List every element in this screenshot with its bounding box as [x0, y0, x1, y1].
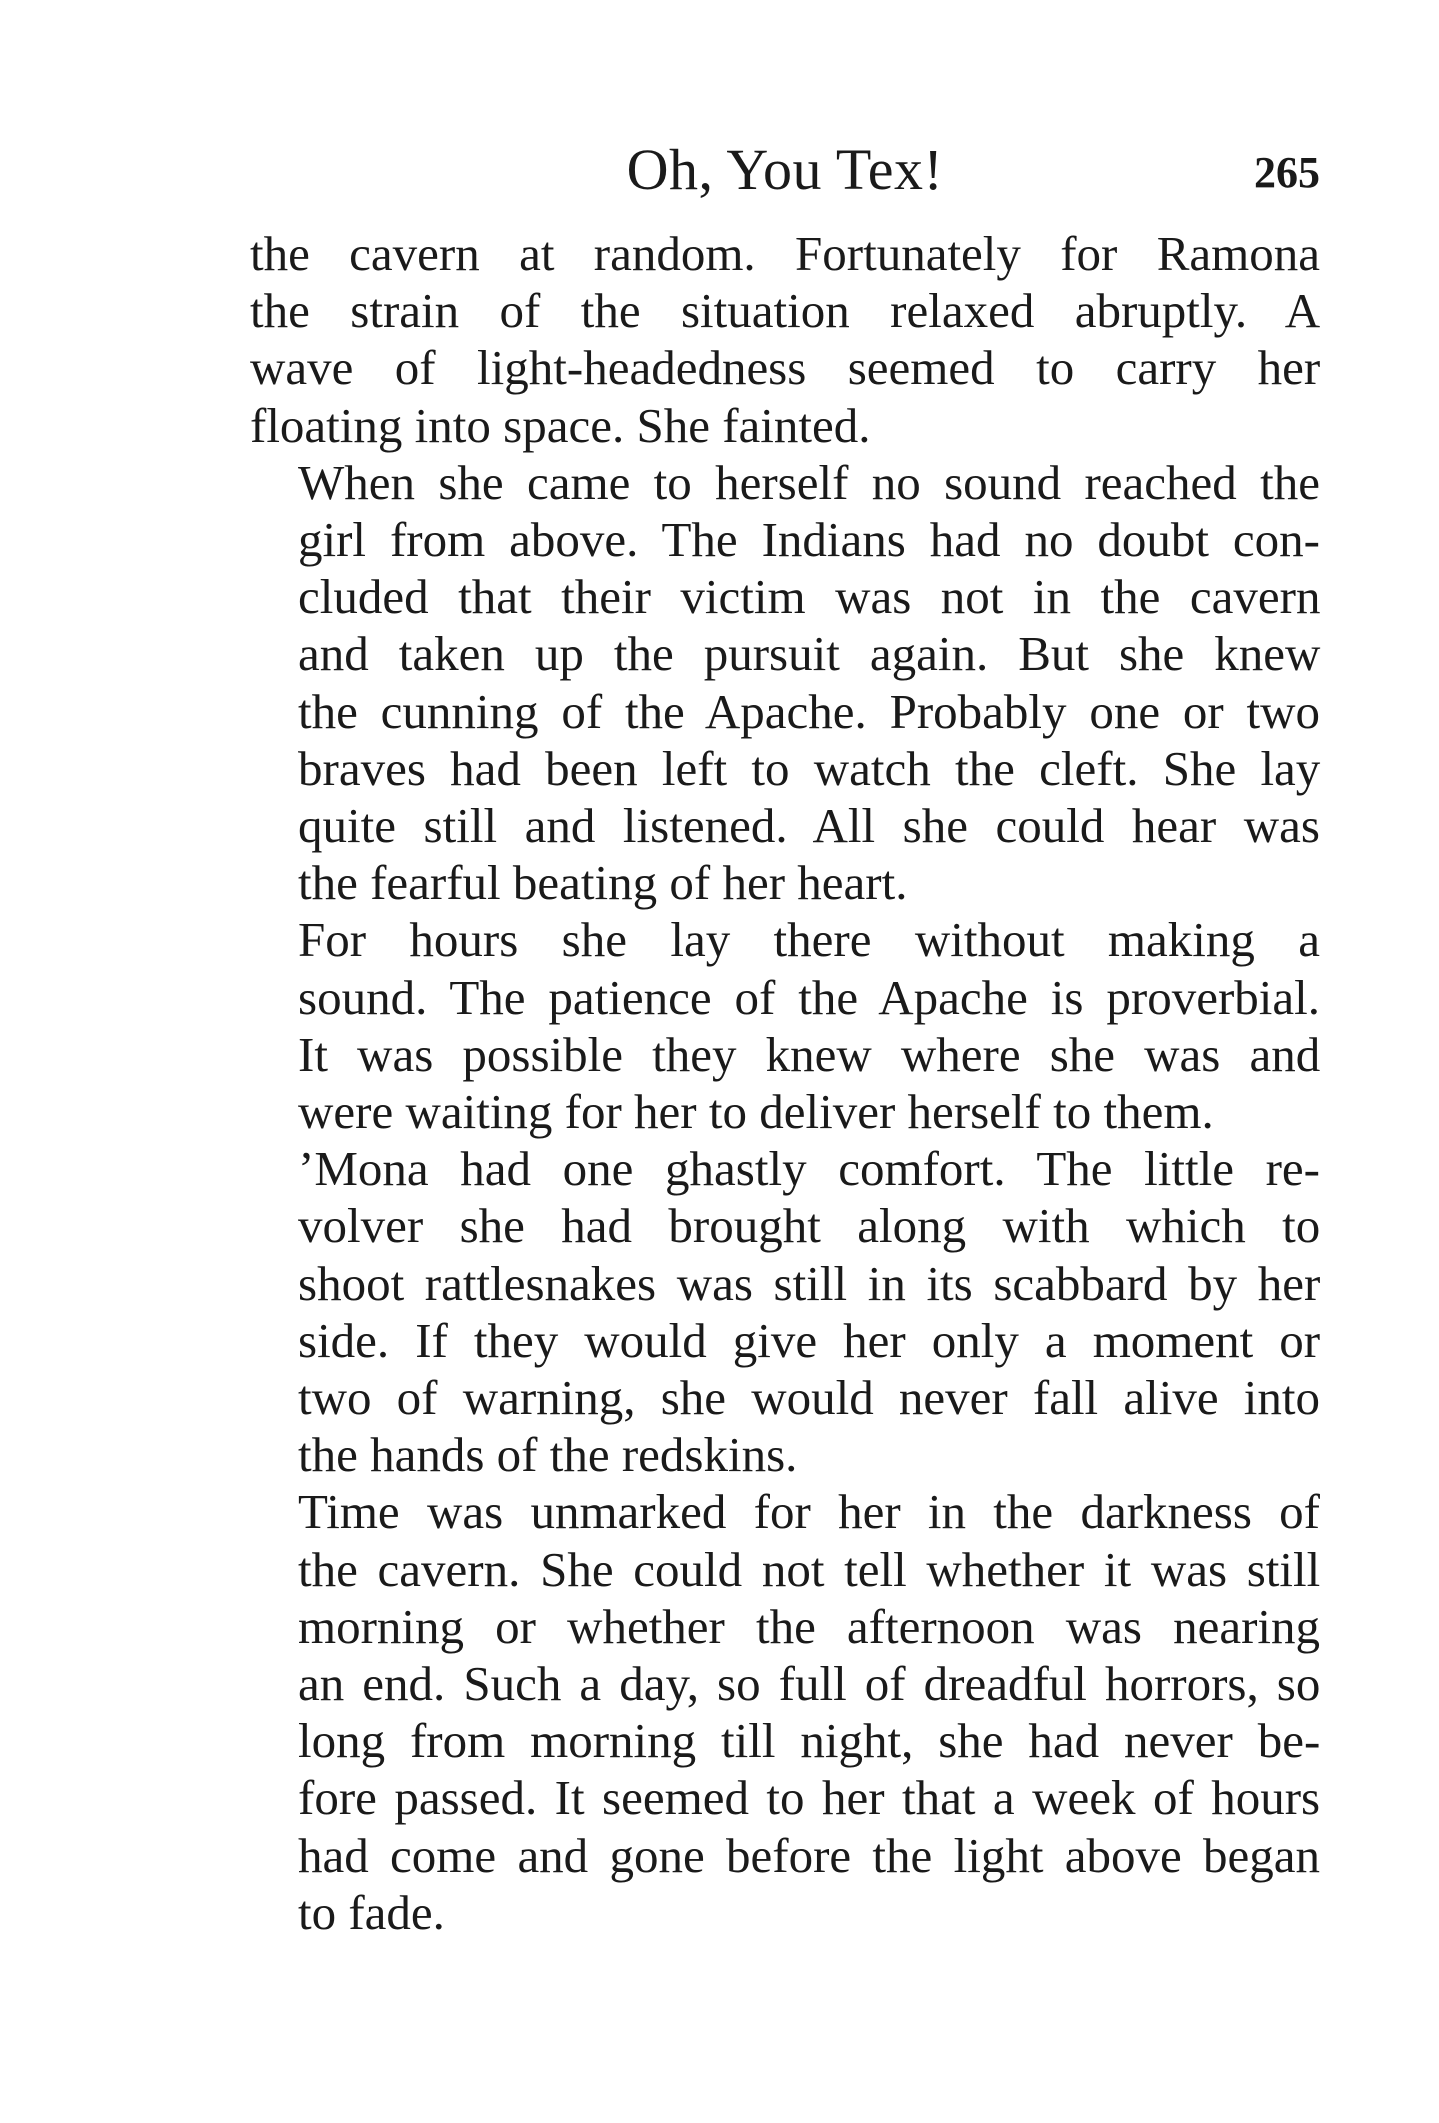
- text-line: the hands of the redskins.: [298, 1427, 798, 1483]
- text-line: cluded that their victim was not in the cavern: [298, 569, 1321, 625]
- text-line: volver she had brought along with which to: [298, 1198, 1321, 1254]
- text-line: the fearful beating of her heart.: [298, 855, 908, 911]
- text-line: to fade.: [298, 1884, 445, 1940]
- text-line: long from morning till night, she had never be-: [298, 1713, 1321, 1769]
- text-line: shoot rattlesnakes was still in its scabbard by her: [298, 1255, 1321, 1311]
- text-line: Time was unmarked for her in the darkness of: [298, 1484, 1320, 1540]
- text-line: an end. Such a day, so full of dreadful horrors, so: [298, 1656, 1321, 1712]
- paragraph: [250, 225, 1320, 454]
- text-line: and taken up the pursuit again. But she knew: [298, 626, 1321, 682]
- text-line: floating into space. She fainted.: [250, 397, 871, 453]
- text-line: sound. The patience of the Apache is proverbial.: [298, 969, 1320, 1025]
- running-head: [250, 130, 1320, 210]
- text-line: two of warning, she would never fall alive into: [298, 1370, 1320, 1426]
- paragraph: [250, 1483, 1320, 1941]
- paragraph: [250, 911, 1320, 1140]
- text-line: wave of light-headedness seemed to carry her: [250, 340, 1321, 396]
- text-line: ’Mona had one ghastly comfort. The little re-: [298, 1141, 1320, 1197]
- text-line: had come and gone before the light above began: [298, 1827, 1320, 1883]
- text-line: quite still and listened. All she could hear was: [298, 798, 1320, 854]
- paragraph: [250, 1140, 1320, 1483]
- page-number: 265: [1254, 148, 1320, 197]
- running-title: Oh, You Tex!: [626, 137, 944, 202]
- text-line: fore passed. It seemed to her that a week of hours: [298, 1770, 1321, 1826]
- text-line: morning or whether the afternoon was nearing: [298, 1598, 1320, 1654]
- text-line: the cavern at random. Fortunately for Ramona: [250, 226, 1320, 281]
- text-line: For hours she lay there without making a: [298, 912, 1320, 968]
- text-line: the strain of the situation relaxed abruptly. A: [250, 283, 1321, 339]
- text-line: It was possible they knew where she was and: [298, 1026, 1321, 1082]
- text-line: the cunning of the Apache. Probably one or two: [298, 683, 1320, 739]
- text-line: side. If they would give her only a moment or: [298, 1312, 1321, 1368]
- text-line: When she came to herself no sound reached the: [298, 454, 1320, 510]
- text-line: were waiting for her to deliver herself to them.: [298, 1084, 1214, 1140]
- text-line: girl from above. The Indians had no doubt con-: [298, 512, 1320, 568]
- paragraph: [250, 454, 1320, 912]
- text-line: the cavern. She could not tell whether it was still: [298, 1541, 1321, 1597]
- body-text: [250, 225, 1320, 1941]
- text-line: braves had been left to watch the cleft. She lay: [298, 740, 1321, 796]
